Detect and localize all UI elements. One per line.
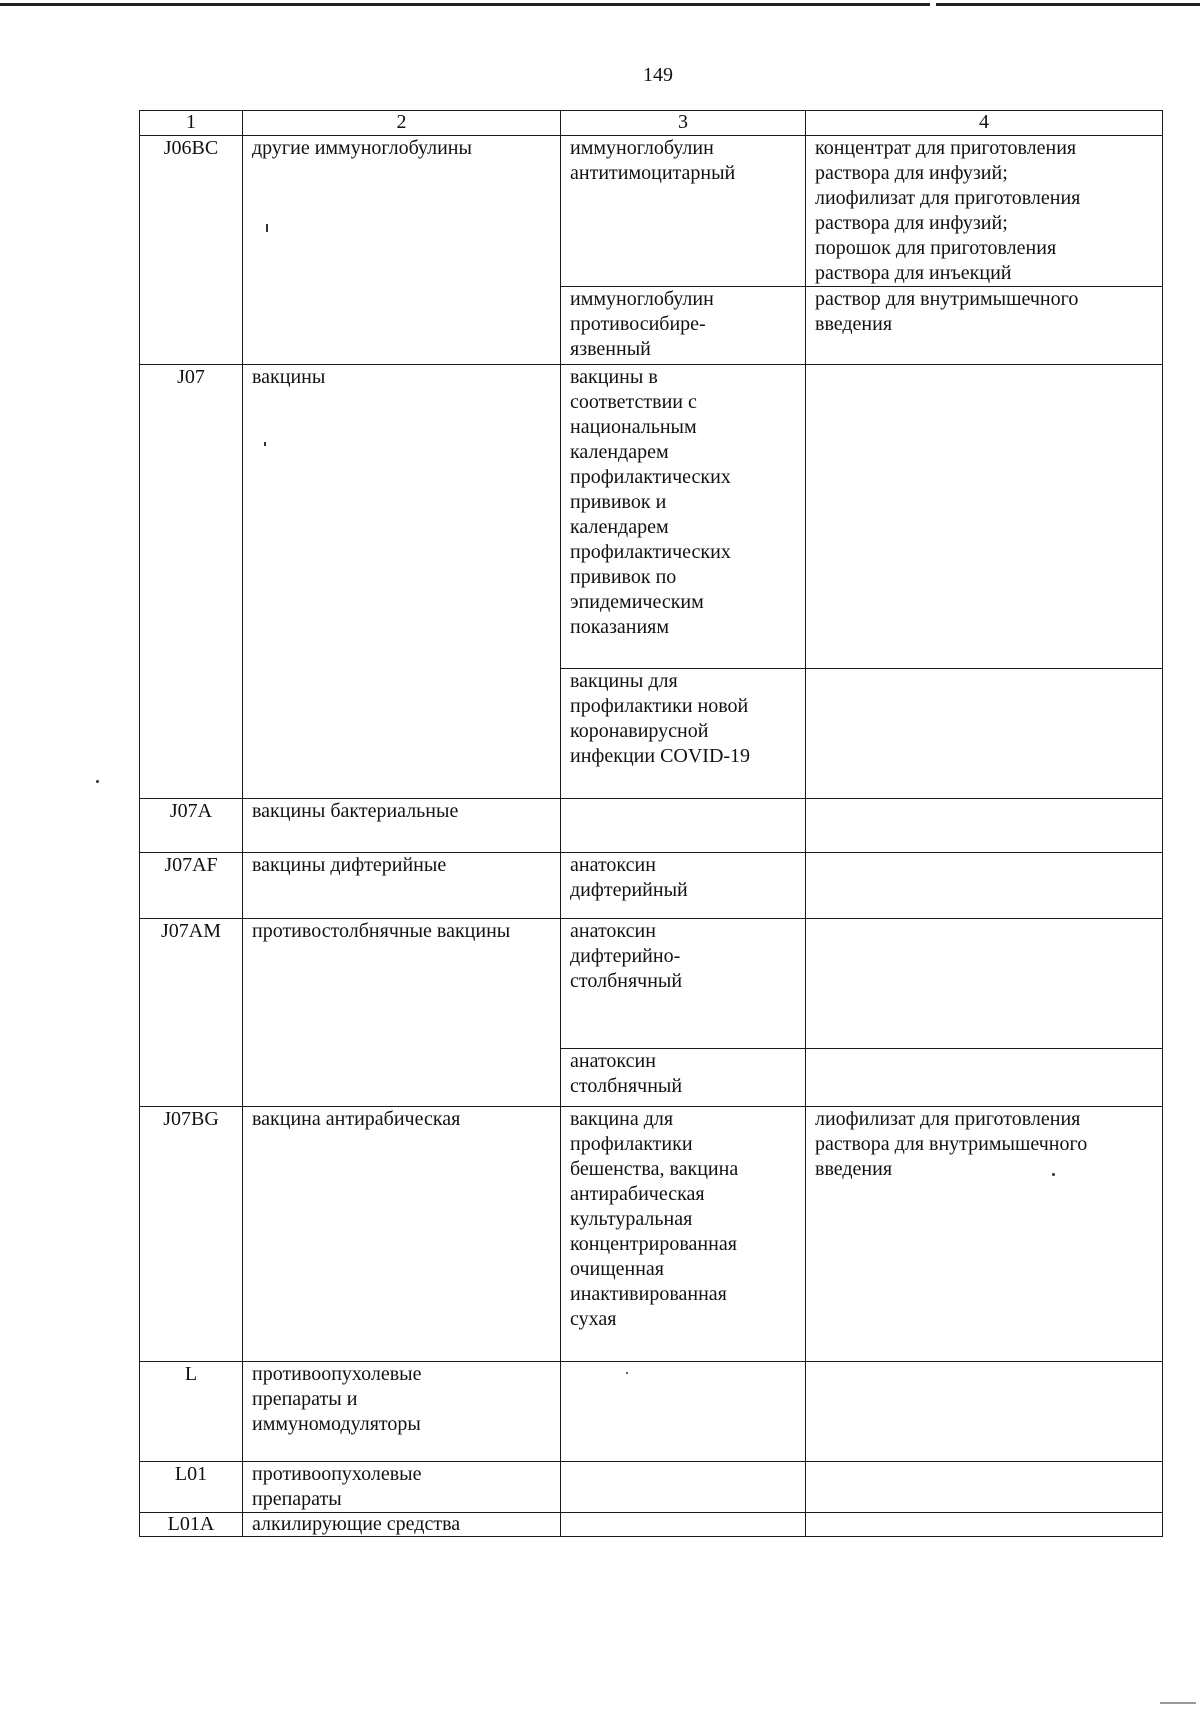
- scan-speck: [626, 1372, 628, 1374]
- dosage-form-cell: раствор для внутримышечного введения: [806, 287, 1163, 365]
- table-row: [140, 1513, 1163, 1537]
- atc-code-cell: J06BC: [140, 136, 243, 365]
- top-rule-gap: [930, 3, 936, 7]
- atc-code-cell: J07AF: [140, 853, 243, 919]
- drug-name-cell: [561, 1362, 806, 1462]
- table-row: [140, 1362, 1163, 1462]
- table-row: [140, 1462, 1163, 1513]
- scan-speck: [266, 224, 268, 232]
- dosage-form-cell: [806, 1362, 1163, 1462]
- dosage-form-cell: [806, 365, 1163, 669]
- group-name-cell: противоопухолевые препараты и иммуномодуляторы: [243, 1362, 561, 1462]
- atc-code-cell: J07AM: [140, 919, 243, 1107]
- scan-speck: [96, 780, 99, 783]
- table-header-row: [140, 111, 1163, 136]
- group-name-cell: вакцины бактериальные: [243, 799, 561, 853]
- dosage-form-cell: [806, 1049, 1163, 1107]
- table-row: [140, 136, 1163, 287]
- drug-name-cell: анатоксин дифтерийно- столбнячный: [561, 919, 806, 1049]
- top-rule: [0, 3, 1200, 6]
- table-row: [140, 853, 1163, 919]
- group-name-cell: другие иммуноглобулины: [243, 136, 561, 365]
- dosage-form-cell: лиофилизат для приготовления раствора для внутримышечного введения: [806, 1107, 1163, 1362]
- dosage-form-cell: [806, 919, 1163, 1049]
- atc-code-cell: J07: [140, 365, 243, 799]
- group-name-cell: противоопухолевые препараты: [243, 1462, 561, 1513]
- table-row: [140, 919, 1163, 1049]
- dosage-form-cell: [806, 669, 1163, 799]
- drug-name-cell: вакцина для профилактики бешенства, вакцина антирабическая культуральная концентрированная очищенная инактивированная сухая: [561, 1107, 806, 1362]
- atc-code-cell: J07BG: [140, 1107, 243, 1362]
- drug-name-cell: вакцины для профилактики новой коронавирусной инфекции COVID-19: [561, 669, 806, 799]
- drug-name-cell: [561, 799, 806, 853]
- drug-name-cell: [561, 1462, 806, 1513]
- scan-edge-mark: [1160, 1702, 1196, 1704]
- drug-name-cell: [561, 1513, 806, 1537]
- dosage-form-cell: [806, 1513, 1163, 1537]
- drug-name-cell: иммуноглобулин антитимоцитарный: [561, 136, 806, 287]
- drug-name-cell: анатоксин дифтерийный: [561, 853, 806, 919]
- scan-speck: [1052, 1173, 1055, 1176]
- table-row: [140, 799, 1163, 853]
- drug-name-cell: анатоксин столбнячный: [561, 1049, 806, 1107]
- column-header-4: 4: [806, 111, 1163, 136]
- dosage-form-cell: [806, 853, 1163, 919]
- group-name-cell: вакцины: [243, 365, 561, 799]
- column-header-2: 2: [243, 111, 561, 136]
- drug-classification-table: [139, 110, 1163, 1537]
- column-header-1: 1: [140, 111, 243, 136]
- table-row: [140, 1107, 1163, 1362]
- table-row: [140, 365, 1163, 669]
- atc-code-cell: L01A: [140, 1513, 243, 1537]
- dosage-form-cell: [806, 1462, 1163, 1513]
- group-name-cell: вакцина антирабическая: [243, 1107, 561, 1362]
- atc-code-cell: L01: [140, 1462, 243, 1513]
- group-name-cell: вакцины дифтерийные: [243, 853, 561, 919]
- group-name-cell: противостолбнячные вакцины: [243, 919, 561, 1107]
- scan-speck: [264, 442, 266, 446]
- atc-code-cell: L: [140, 1362, 243, 1462]
- group-name-cell: алкилирующие средства: [243, 1513, 561, 1537]
- atc-code-cell: J07A: [140, 799, 243, 853]
- drug-name-cell: иммуноглобулин противосибире- язвенный: [561, 287, 806, 365]
- dosage-form-cell: концентрат для приготовления раствора для инфузий; лиофилизат для приготовления раствора для инфузий; порошок для приготовления раствора для инъекций: [806, 136, 1163, 287]
- dosage-form-cell: [806, 799, 1163, 853]
- page-number: 149: [643, 64, 673, 86]
- column-header-3: 3: [561, 111, 806, 136]
- drug-name-cell: вакцины в соответствии с национальным календарем профилактических прививок и календарем профилактических прививок по эпидемическим показаниям: [561, 365, 806, 669]
